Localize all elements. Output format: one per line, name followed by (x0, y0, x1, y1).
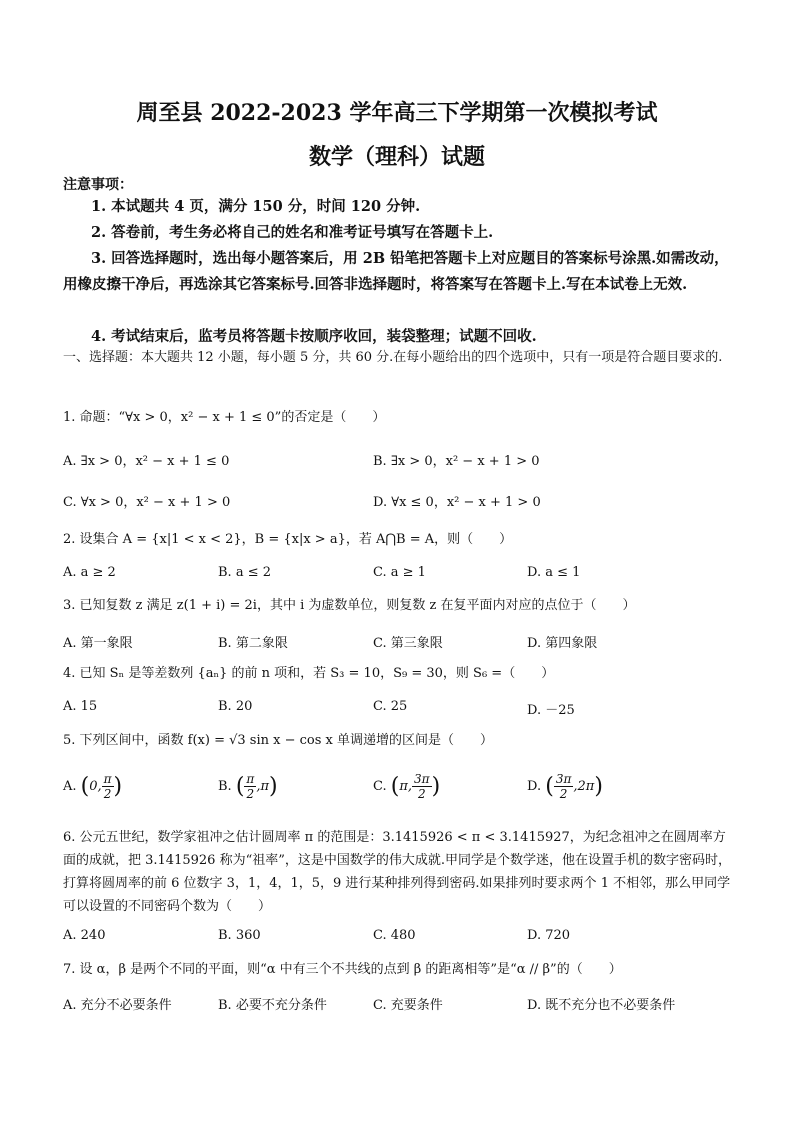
question-4-options (63, 699, 733, 723)
option-b: B. 20 (218, 699, 253, 714)
fraction (244, 772, 256, 801)
option-b: B. 第二象限 (218, 636, 288, 651)
fraction (102, 772, 114, 801)
option-a: A. 15 (63, 699, 98, 714)
option-a: A. ∃x > 0，x² − x + 1 ≤ 0 (63, 454, 230, 469)
option-d: D. a ≤ 1 (527, 565, 581, 580)
note-item: 3. 回答选择题时，选出每小题答案后，用 2B 铅笔把答题卡上对应题目的答案标号涂黑.如需改动，用橡皮擦干净后，再选涂其它答案标号.回答非选择题时，将答案写在答题卡上.写在本试卷上无效. (63, 250, 729, 293)
option-b: B. 必要不充分条件 (218, 998, 327, 1013)
option-c: C. 480 (373, 928, 416, 943)
option-label: C. (373, 779, 391, 794)
option-d: D. －25 (527, 703, 575, 718)
question-1-options (63, 450, 733, 474)
left-paren: ( (390, 774, 400, 799)
option-b: B. 360 (218, 928, 261, 943)
question-7-stem: 7. 设 α，β 是两个不同的平面，则“α 中有三个不共线的点到 β 的距离相等”是“α // β”的（ ） (63, 962, 622, 977)
option-d: D. ∀x ≤ 0，x² − x + 1 > 0 (373, 495, 541, 510)
right-paren: ) (113, 774, 123, 799)
option-b (218, 772, 278, 801)
fraction (412, 772, 432, 801)
option-d: D. 既不充分也不必要条件 (527, 998, 676, 1013)
note-item: 2. 答卷前，考生务必将自己的姓名和准考证号填写在答题卡上. (91, 224, 494, 241)
interval-left: π, (399, 779, 413, 794)
numerator: 3π (414, 772, 430, 786)
denominator: 2 (246, 787, 255, 801)
left-paren: ( (80, 774, 90, 799)
option-a: A. 第一象限 (63, 636, 133, 651)
option-c (373, 772, 440, 801)
question-1-stem: 1. 命题：“∀x > 0，x² − x + 1 ≤ 0”的否定是（ ） (63, 410, 386, 425)
option-c: C. ∀x > 0，x² − x + 1 > 0 (63, 495, 231, 510)
denominator: 2 (417, 787, 426, 801)
option-a: A. 240 (63, 928, 106, 943)
question-5-stem: 5. 下列区间中，函数 f(x) = √3 sin x − cos x 单调递增的区间是（ ） (63, 733, 493, 748)
question-6-options (63, 928, 733, 952)
option-b: B. a ≤ 2 (218, 565, 271, 580)
question-2-stem: 2. 设集合 A = {x|1 < x < 2}，B = {x|x > a}，若 A⋂B = A，则（ ） (63, 532, 513, 547)
question-6-stem: 6. 公元五世纪，数学家祖冲之估计圆周率 π 的范围是：3.1415926 < π < 3.1415927，为纪念祖冲之在圆周率方面的成就，把 3.1415926 称为“祖率”，这是中国数学的伟大成就.甲同学是个数学迷，他在设置手机的数字密码时，打算将圆周率的前 6 位数字 3，1，4，1，5，9 进行某种排列得到密码.如果排列时要求两个 1 不相邻，那么甲同学可以设置的不同密码个数为（ ） (63, 830, 731, 914)
denominator: 2 (559, 787, 568, 801)
question-5-options (63, 772, 733, 812)
fraction (554, 772, 574, 801)
question-3-options (63, 632, 733, 656)
numerator: π (103, 772, 112, 786)
right-paren: ) (594, 774, 603, 799)
note-item: 4. 考试结束后，监考员将答题卡按顺序收回，装袋整理；试题不回收. (91, 328, 537, 345)
option-d: D. 720 (527, 928, 571, 943)
option-c: C. 25 (373, 699, 408, 714)
question-1-options-row2 (63, 491, 733, 515)
option-b: B. ∃x > 0，x² − x + 1 > 0 (373, 454, 540, 469)
option-label: A. (63, 779, 81, 794)
option-a: A. 充分不必要条件 (63, 998, 172, 1013)
left-paren: ( (545, 774, 554, 799)
denominator: 2 (103, 787, 112, 801)
option-a (63, 772, 122, 801)
option-label: B. (218, 779, 236, 794)
option-d: D. 第四象限 (527, 636, 598, 651)
option-a: A. a ≥ 2 (63, 565, 116, 580)
page-subtitle: 数学（理科）试题 (308, 144, 485, 170)
interval-right: ,2π (573, 779, 595, 794)
option-c: C. 第三象限 (373, 636, 443, 651)
right-paren: ) (431, 774, 441, 799)
section-instructions: 一、选择题：本大题共 12 小题，每小题 5 分，共 60 分.在每小题给出的四个选项中，只有一项是符合题目要求的. (63, 350, 723, 365)
option-c: C. 充要条件 (373, 998, 443, 1013)
numerator: 3π (555, 772, 572, 786)
right-paren: ) (269, 774, 278, 799)
option-label: D. (527, 779, 546, 794)
page-title: 周至县 2022-2023 学年高三下学期第一次模拟考试 (136, 100, 658, 126)
notes-heading: 注意事项： (63, 177, 133, 193)
left-paren: ( (235, 774, 245, 799)
option-d (527, 772, 603, 801)
question-2-options (63, 565, 733, 589)
question-4-stem: 4. 已知 Sₙ 是等差数列 {aₙ} 的前 n 项和，若 S₃ = 10，S₉ = 30，则 S₆ =（ ） (63, 666, 555, 681)
interval-left: 0, (89, 779, 102, 794)
question-7-options (63, 994, 733, 1018)
option-c: C. a ≥ 1 (373, 565, 426, 580)
numerator: π (246, 772, 255, 786)
question-3-stem: 3. 已知复数 z 满足 z(1 + i) = 2i，其中 i 为虚数单位，则复数 z 在复平面内对应的点位于（ ） (63, 598, 636, 613)
interval-right: ,π (256, 779, 269, 794)
note-item: 1. 本试题共 4 页，满分 150 分，时间 120 分钟. (91, 198, 421, 215)
